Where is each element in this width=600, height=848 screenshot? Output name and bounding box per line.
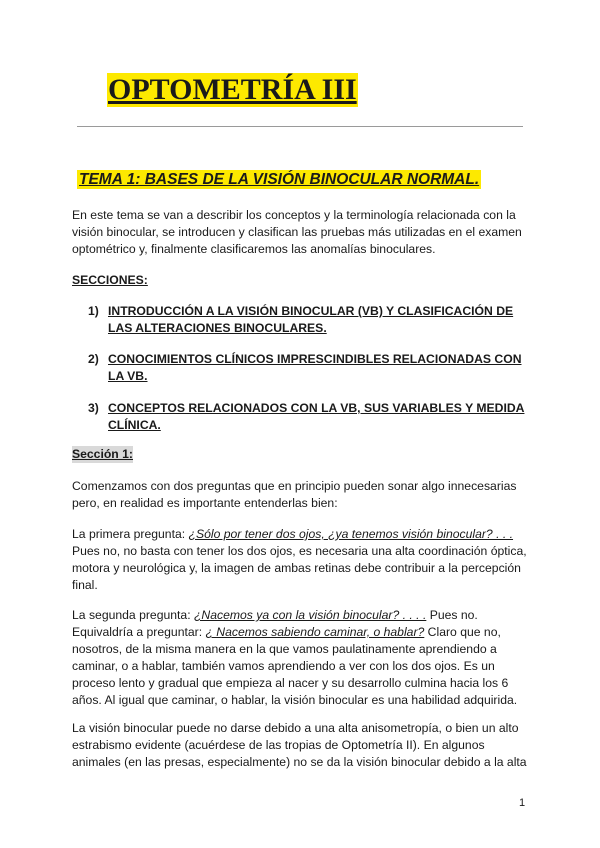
- answer-text: Claro que no,: [424, 625, 501, 639]
- paragraph-3: [72, 607, 532, 709]
- paragraph-line: [72, 624, 532, 641]
- section-number: 2): [88, 352, 99, 366]
- paragraph-line: pero, en realidad es importante entenderlas bien:: [72, 496, 338, 510]
- title-divider: [77, 126, 523, 127]
- answer-text: Pues no.: [426, 608, 478, 622]
- paragraph-1: [72, 478, 532, 512]
- question-text: ¿ Nacemos sabiendo caminar, o hablar?: [205, 625, 425, 639]
- question-intro: La segunda pregunta:: [72, 608, 194, 622]
- section-number: 1): [88, 304, 99, 318]
- section-line: CONOCIMIENTOS CLÍNICOS IMPRESCINDIBLES RELACIONADAS CON: [108, 352, 522, 366]
- paragraph-line: Comenzamos con dos preguntas que en principio pueden sonar algo innecesarias: [72, 479, 517, 493]
- section-line: INTRODUCCIÓN A LA VISIÓN BINOCULAR (VB) Y CLASIFICACIÓN DE: [108, 304, 514, 318]
- seccion-1-heading: Sección 1:: [72, 447, 133, 461]
- section-line: LAS ALTERACIONES BINOCULARES.: [108, 321, 327, 335]
- paragraph-line: motora y neurológica y, la imagen de ambas retinas debe contribuir a la percepción: [72, 561, 521, 575]
- paragraph-line: [72, 607, 532, 624]
- paragraph-4: [72, 720, 532, 771]
- paragraph-line: estrabismo evidente (acuérdese de las tropias de Optometría II). En algunos: [72, 738, 485, 752]
- paragraph-line: La visión binocular puede no darse debido a una alta anisometropía, o bien un alto: [72, 721, 519, 735]
- intro-line: optométrico y, finalmente clasificaremos las anomalías binoculares.: [72, 242, 436, 256]
- document-title: OPTOMETRÍA III: [108, 73, 357, 106]
- tema-heading: TEMA 1: BASES DE LA VISIÓN BINOCULAR NORMAL.: [79, 171, 480, 188]
- question-text: ¿Nacemos ya con la visión binocular? . . . .: [193, 608, 427, 622]
- paragraph-2: [72, 526, 532, 594]
- paragraph-line: animales (en las presas, especialmente) no se da la visión binocular debido a la alta: [72, 755, 527, 769]
- paragraph-line: años. Al igual que caminar, o hablar, la visión binocular es una habilidad adquirida.: [72, 693, 518, 707]
- paragraph-line: Pues no, no basta con tener los dos ojos, es necesaria una alta coordinación óptica,: [72, 544, 527, 558]
- question-intro: Equivaldría a preguntar:: [72, 625, 206, 639]
- secciones-heading: SECCIONES:: [72, 273, 148, 287]
- paragraph-line: proceso lento y gradual que empieza al nacer y su desarrollo culmina hacia los 6: [72, 676, 509, 690]
- section-line: CLÍNICA.: [108, 418, 161, 432]
- section-line: LA VB.: [108, 369, 148, 383]
- question-text: ¿Sólo por tener dos ojos, ¿ya tenemos visión binocular? . . .: [188, 527, 514, 541]
- page-number: 1: [519, 797, 526, 809]
- intro-line: visión binocular, se introducen y clasifican las pruebas más utilizadas en el examen: [72, 225, 522, 239]
- paragraph-line: caminar, o a hablar, también vamos aprendiendo a ver con los dos ojos. Es un: [72, 659, 495, 673]
- paragraph-line: [72, 526, 532, 543]
- paragraph-line: final.: [72, 578, 98, 592]
- question-intro: La primera pregunta:: [72, 527, 189, 541]
- intro-paragraph: [72, 207, 532, 258]
- section-line: CONCEPTOS RELACIONADOS CON LA VB, SUS VARIABLES Y MEDIDA: [108, 401, 525, 415]
- section-number: 3): [88, 401, 99, 415]
- paragraph-line: nosotros, de la misma manera en la que vamos paulatinamente aprendiendo a: [72, 642, 497, 656]
- intro-line: En este tema se van a describir los conceptos y la terminología relacionada con la: [72, 208, 516, 222]
